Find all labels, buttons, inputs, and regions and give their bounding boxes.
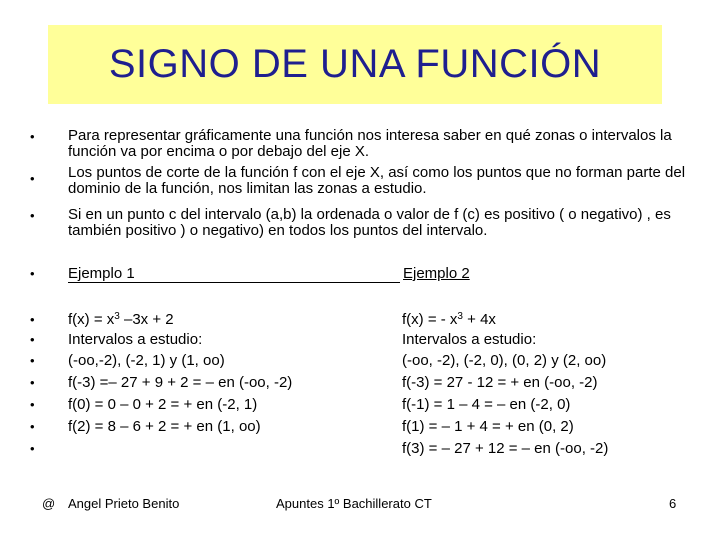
ejemplo2-line: f(-3) = 27 - 12 = + en (-oo, -2) [402, 374, 598, 391]
ejemplo1-function [68, 311, 174, 329]
footer-course: Apuntes 1º Bachillerato CT [276, 496, 432, 511]
bullet-marker: • [30, 171, 35, 186]
ejemplo2-line: Intervalos a estudio: [402, 331, 537, 348]
intro-paragraph-2: Los puntos de corte de la función f con el eje X, así como los puntos que no forman parte del dominio de la función, nos limitan las zonas a estudio. [68, 164, 686, 197]
ejemplo1-line: f(-3) =– 27 + 9 + 2 = – en (-oo, -2) [68, 374, 293, 391]
bullet-marker: • [30, 375, 35, 390]
ejemplo2-line: f(-1) = 1 – 4 = – en (-2, 0) [402, 396, 571, 413]
ejemplo1-line: f(0) = 0 – 0 + 2 = + en (-2, 1) [68, 396, 258, 413]
ejemplo2-function-base: f(x) = - x [402, 311, 458, 328]
bullet-marker: • [30, 208, 35, 223]
bullet-marker: • [30, 397, 35, 412]
bullet-marker: • [30, 312, 35, 327]
bullet-marker: • [30, 266, 35, 281]
ejemplo2-line: (-oo, -2), (-2, 0), (0, 2) y (2, oo) [402, 352, 607, 369]
ejemplo2-heading: Ejemplo 2 [403, 265, 470, 282]
bullet-marker: • [30, 332, 35, 347]
ejemplo1-function-rest: –3x + 2 [119, 311, 174, 328]
page-title: SIGNO DE UNA FUNCIÓN [108, 42, 602, 86]
ejemplo2-function-exponent: 3 [457, 311, 463, 322]
bullet-marker: • [30, 353, 35, 368]
ejemplo2-line: f(1) = – 1 + 4 = + en (0, 2) [402, 418, 574, 435]
ejemplo1-line: f(2) = 8 – 6 + 2 = + en (1, oo) [68, 418, 261, 435]
intro-paragraph-1: Para representar gráficamente una función nos interesa saber en qué zonas o intervalos la función va por encima o por debajo del eje X. [68, 127, 672, 160]
ejemplo2-function-rest: + 4x [462, 311, 496, 328]
intro-paragraph-3: Si en un punto c del intervalo (a,b) la ordenada o valor de f (c) es positivo ( o negativo) , es también positivo ) o negativo) en todos los puntos del intervalo. [68, 206, 671, 239]
ejemplo1-line: Intervalos a estudio: [68, 331, 203, 348]
bullet-marker: • [30, 419, 35, 434]
ejemplo1-function-base: f(x) = x [68, 311, 115, 328]
page-number: 6 [669, 496, 677, 511]
ejemplo2-function [402, 311, 496, 329]
bullet-marker: • [30, 129, 35, 144]
title-box [48, 25, 662, 104]
ejemplo1-line: (-oo,-2), (-2, 1) y (1, oo) [68, 352, 225, 369]
ejemplo2-line: f(3) = – 27 + 12 = – en (-oo, -2) [402, 440, 609, 457]
ejemplo1-heading: Ejemplo 1 [68, 265, 400, 283]
ejemplo1-function-exponent: 3 [114, 311, 120, 322]
footer-author: Angel Prieto Benito [68, 496, 180, 511]
bullet-marker: • [30, 441, 35, 456]
footer-symbol: @ [42, 496, 56, 511]
